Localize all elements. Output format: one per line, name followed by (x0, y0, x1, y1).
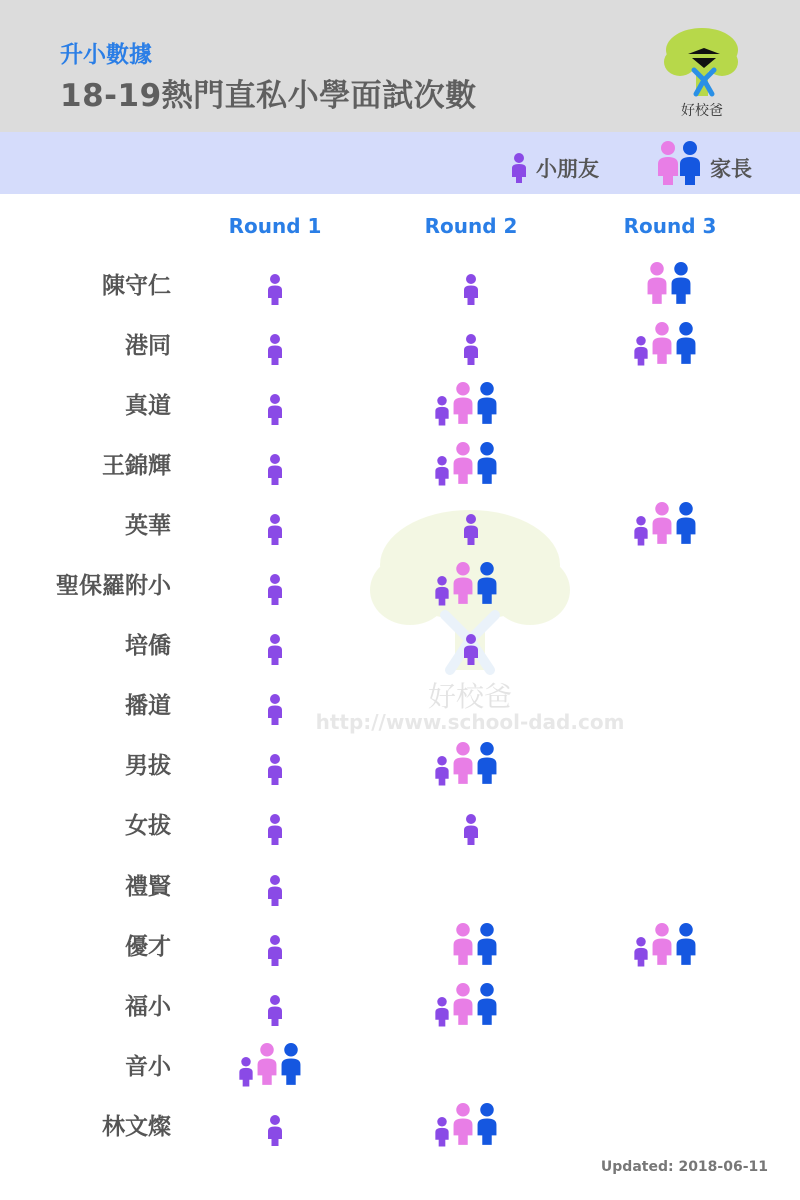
school-label: 培僑 (125, 633, 171, 660)
school-label: 王錦輝 (102, 453, 171, 480)
mark-child-r2-c1 (264, 320, 286, 366)
school-label: 聖保羅附小 (56, 573, 171, 600)
child-legend-icon (509, 152, 529, 184)
mark-child-parents-r12-c3 (631, 921, 703, 967)
school-label: 女拔 (125, 813, 171, 840)
school-label: 男拔 (125, 753, 171, 780)
mark-child-r1-c2 (460, 260, 482, 306)
mark-child-r4-c1 (264, 440, 286, 486)
page-title: 18-19熱門直私小學面試次數 (60, 78, 477, 114)
round-label-2: Round 2 (424, 214, 518, 238)
mark-child-parents-r14-c1 (236, 1041, 308, 1087)
mark-child-r9-c1 (264, 740, 286, 786)
school-label: 真道 (125, 393, 171, 420)
page-subtitle: 升小數據 (60, 42, 152, 68)
school-label: 音小 (125, 1053, 171, 1080)
school-label: 林文燦 (102, 1113, 171, 1140)
school-label: 播道 (125, 693, 171, 720)
parents-legend-icon (656, 140, 704, 186)
mark-child-r8-c1 (264, 680, 286, 726)
mark-child-r7-c2 (460, 620, 482, 666)
child-legend-label: 小朋友 (536, 157, 599, 181)
school-label: 港同 (125, 333, 171, 360)
mark-child-parents-r6-c2 (432, 560, 504, 606)
mark-child-r1-c1 (264, 260, 286, 306)
mark-parents-r12-c2 (449, 921, 503, 967)
school-label: 優才 (125, 933, 171, 960)
parents-legend-label: 家長 (710, 157, 752, 181)
mark-child-r15-c1 (264, 1101, 286, 1147)
logo-text: 好校爸 (681, 103, 723, 119)
mark-child-r10-c1 (264, 800, 286, 846)
logo (662, 24, 742, 120)
round-label-1: Round 1 (228, 214, 322, 238)
mark-child-r5-c1 (264, 500, 286, 546)
mark-child-parents-r13-c2 (432, 981, 504, 1027)
mark-child-r11-c1 (264, 861, 286, 907)
mark-child-r6-c1 (264, 560, 286, 606)
mark-parents-r1-c3 (643, 260, 697, 306)
mark-child-parents-r3-c2 (432, 380, 504, 426)
watermark-url: http://www.school-dad.com (315, 710, 625, 734)
school-label: 禮賢 (125, 873, 171, 900)
mark-child-parents-r15-c2 (432, 1101, 504, 1147)
mark-child-r2-c2 (460, 320, 482, 366)
school-label: 陳守仁 (102, 273, 171, 299)
mark-child-r5-c2 (460, 500, 482, 546)
mark-child-parents-r9-c2 (432, 740, 504, 786)
mark-child-parents-r4-c2 (432, 440, 504, 486)
tree-logo-icon (662, 24, 742, 104)
mark-child-parents-r2-c3 (631, 320, 703, 366)
mark-child-r10-c2 (460, 800, 482, 846)
header (0, 0, 800, 132)
mark-child-r3-c1 (264, 380, 286, 426)
school-label: 福小 (125, 993, 171, 1020)
mark-child-r13-c1 (264, 981, 286, 1027)
updated-date: Updated: 2018-06-11 (600, 1159, 768, 1175)
watermark-text: 好校爸 (427, 680, 512, 713)
round-label-3: Round 3 (623, 214, 717, 238)
school-label: 英華 (125, 513, 171, 540)
mark-child-r12-c1 (264, 921, 286, 967)
mark-child-parents-r5-c3 (631, 500, 703, 546)
mark-child-r7-c1 (264, 620, 286, 666)
